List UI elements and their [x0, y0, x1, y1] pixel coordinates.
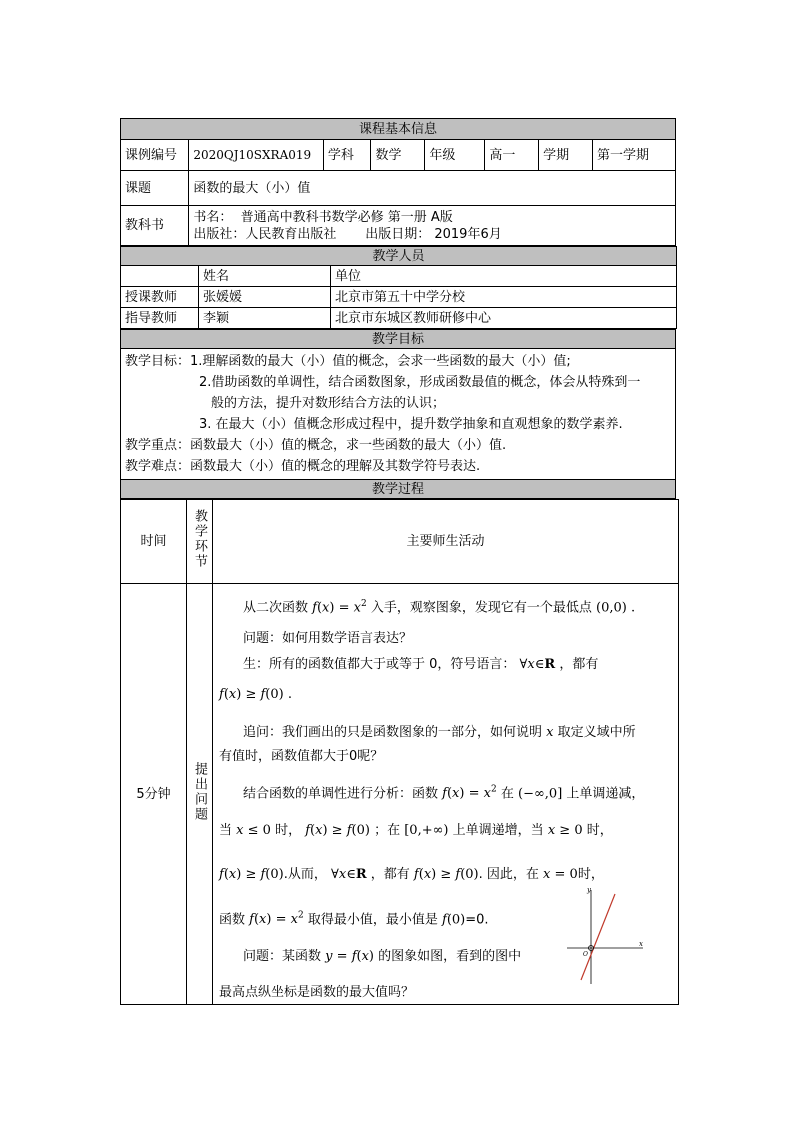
x-axis-label: x — [639, 940, 643, 948]
text-segment: 取得最小值，最小值是 — [307, 912, 438, 928]
staff-header: 教学人员 — [121, 247, 677, 266]
staff-unit: 北京市东城区教师研修中心 — [331, 308, 677, 329]
staff-table — [120, 246, 677, 329]
formula-part: x — [353, 600, 361, 616]
function-graph — [563, 884, 647, 988]
goal-line-4: 3. 在最大（小）值概念形成过程中，提升数学抽象和直观想象的数学素养. — [199, 417, 623, 432]
text-segment: 函数 — [219, 912, 246, 928]
topic-value: 函数的最大（小）值 — [189, 171, 676, 206]
formula-part: ( — [316, 600, 323, 616]
activity-line — [243, 596, 635, 616]
basic-info-header: 课程基本信息 — [121, 119, 676, 140]
case-no-value: 2020QJ10SXRA019 — [189, 140, 324, 171]
time-value: 5分钟 — [121, 584, 187, 1005]
basic-info-table — [120, 118, 676, 246]
text-segment: 的图象如图，看到的图中 — [378, 949, 522, 964]
lesson-plan-sheet — [120, 118, 676, 1005]
formula-f-x-eq-x2: f — [312, 600, 317, 616]
goals-table — [120, 329, 676, 499]
text-segment: 上单调递增，当 — [452, 823, 544, 838]
formula-ineq: f(x) ≥ f(0) — [305, 823, 370, 838]
activity-cell — [213, 584, 679, 1005]
activity-line — [243, 782, 644, 802]
staff-name-col: 姓名 — [199, 266, 331, 287]
formula-f0: f(0) — [442, 912, 466, 928]
activity-line — [219, 908, 489, 928]
formula-forall: ∀x∈R — [519, 657, 556, 672]
text-segment: 在 — [500, 786, 514, 802]
formula-interval-pos: [0,+∞) — [404, 823, 449, 838]
textbook-label: 教科书 — [121, 206, 189, 246]
text-segment: . 因此，在 — [478, 867, 539, 882]
grade-value: 高一 — [485, 140, 539, 171]
activity-line — [243, 724, 636, 741]
grade-label: 年级 — [425, 140, 485, 171]
col-activity: 主要师生活动 — [213, 500, 679, 584]
text-segment: ，都有 — [370, 867, 410, 882]
difficulty: 教学难点：函数最大（小）值的概念的理解及其数学符号表达. — [125, 459, 481, 474]
formula-point: (0,0) . — [596, 600, 636, 616]
text-segment: 从二次函数 — [243, 600, 309, 616]
formula-x-eq-0: x = 0 — [543, 867, 578, 882]
key-point: 教学重点：函数最大（小）值的概念，求一些函数的最大（小）值. — [125, 438, 507, 453]
formula-x-ge-0: x ≥ 0 — [547, 823, 583, 838]
activity-line — [243, 656, 598, 673]
staff-empty-cell — [121, 266, 199, 287]
activity-line — [219, 822, 613, 839]
text-segment: 结合函数的单调性进行分析：函数 — [243, 786, 439, 802]
activity-line — [219, 866, 604, 883]
textbook-info — [189, 206, 676, 246]
activity-line — [219, 686, 292, 703]
text-segment: 入手，观察图象，发现它有一个最低点 — [370, 600, 592, 616]
topic-label: 课题 — [121, 171, 189, 206]
formula-x-le-0: x ≤ 0 — [236, 823, 271, 838]
goal-line-3: 般的方法，提升对数形结合方法的认识； — [211, 396, 446, 411]
text-segment: 时， — [275, 823, 302, 838]
process-header: 教学过程 — [121, 480, 676, 499]
activity-line: 最高点纵坐标是函数的最大值吗？ — [219, 985, 415, 1000]
formula-ineq: f(x) ≥ f(0) — [413, 867, 479, 882]
formula-fx: $f(x) = x^2$ — [249, 911, 304, 928]
activity-line — [243, 948, 521, 965]
formula-ineq: f(x) ≥ f(0) — [219, 867, 284, 882]
formula-fx: $f(x) = x^2$ — [442, 785, 497, 802]
staff-unit-col: 单位 — [331, 266, 677, 287]
staff-role: 授课教师 — [121, 287, 199, 308]
activity-line: 问题：如何用数学语言表达？ — [243, 631, 413, 646]
text-segment: 时， — [586, 823, 613, 838]
case-no-label: 课例编号 — [121, 140, 189, 171]
goal-line-1: 教学目标：1.理解函数的最大（小）值的概念，会求一些函数的最大（小）值; — [125, 354, 571, 369]
col-time: 时间 — [121, 500, 187, 584]
goals-header: 教学目标 — [121, 330, 676, 349]
goal-line-2: 2.借助函数的单调性，结合函数图象，形成函数最值的概念，体会从特殊到一 — [199, 375, 641, 390]
text-segment: 问题：某函数 — [243, 949, 322, 964]
text-segment: 时， — [577, 867, 604, 882]
staff-role: 指导教师 — [121, 308, 199, 329]
text-segment: 追问：我们画出的只是函数图象的一部分，如何说明 — [243, 725, 543, 740]
subject-value: 数学 — [371, 140, 425, 171]
y-axis-label: y — [587, 886, 591, 894]
graph-line — [581, 894, 615, 980]
text-segment: 生：所有的函数值都大于或等于 0，符号语言： — [243, 657, 516, 672]
goals-body — [121, 349, 676, 480]
term-value: 第一学期 — [593, 140, 676, 171]
staff-name: 李颖 — [199, 308, 331, 329]
text-segment: ，都有 — [559, 657, 599, 672]
publisher-line: 出版社：人民教育出版社 出版日期： 2019年6月 — [193, 226, 502, 242]
col-stage-cell — [187, 500, 213, 584]
text-segment: 取定义域中所 — [557, 725, 636, 740]
process-table — [120, 499, 679, 1005]
formula-x: x — [546, 725, 554, 740]
formula-y-eq-fx: y = f(x) — [325, 949, 374, 964]
formula-ineq: f(x) ≥ f(0) . — [219, 687, 292, 702]
text-segment: =0. — [465, 912, 489, 928]
stage-cell — [187, 584, 213, 1005]
col-stage: 教学环节 — [192, 509, 207, 569]
term-label: 学期 — [539, 140, 593, 171]
activity-content — [213, 584, 677, 1004]
formula-part: x — [322, 600, 330, 616]
text-segment: .从而， — [283, 867, 327, 882]
staff-unit: 北京市第五十中学分校 — [331, 287, 677, 308]
text-segment: 当 — [219, 823, 233, 838]
formula-interval-neg: (−∞,0] — [518, 786, 563, 802]
text-segment: 上单调递减， — [566, 786, 645, 802]
formula-part: ) = — [329, 600, 354, 616]
book-title-line: 书名： 普通高中教科书数学必修 第一册 A版 — [193, 209, 453, 225]
staff-name: 张媛媛 — [199, 287, 331, 308]
activity-line: 有值时，函数值都大于0呢？ — [219, 749, 384, 764]
formula-part: 2 — [360, 599, 367, 609]
origin-label: O — [583, 951, 588, 958]
subject-label: 学科 — [323, 140, 371, 171]
formula-forall: ∀x∈R — [330, 867, 367, 882]
stage-value: 提出问题 — [192, 761, 207, 822]
text-segment: ；在 — [374, 823, 401, 838]
